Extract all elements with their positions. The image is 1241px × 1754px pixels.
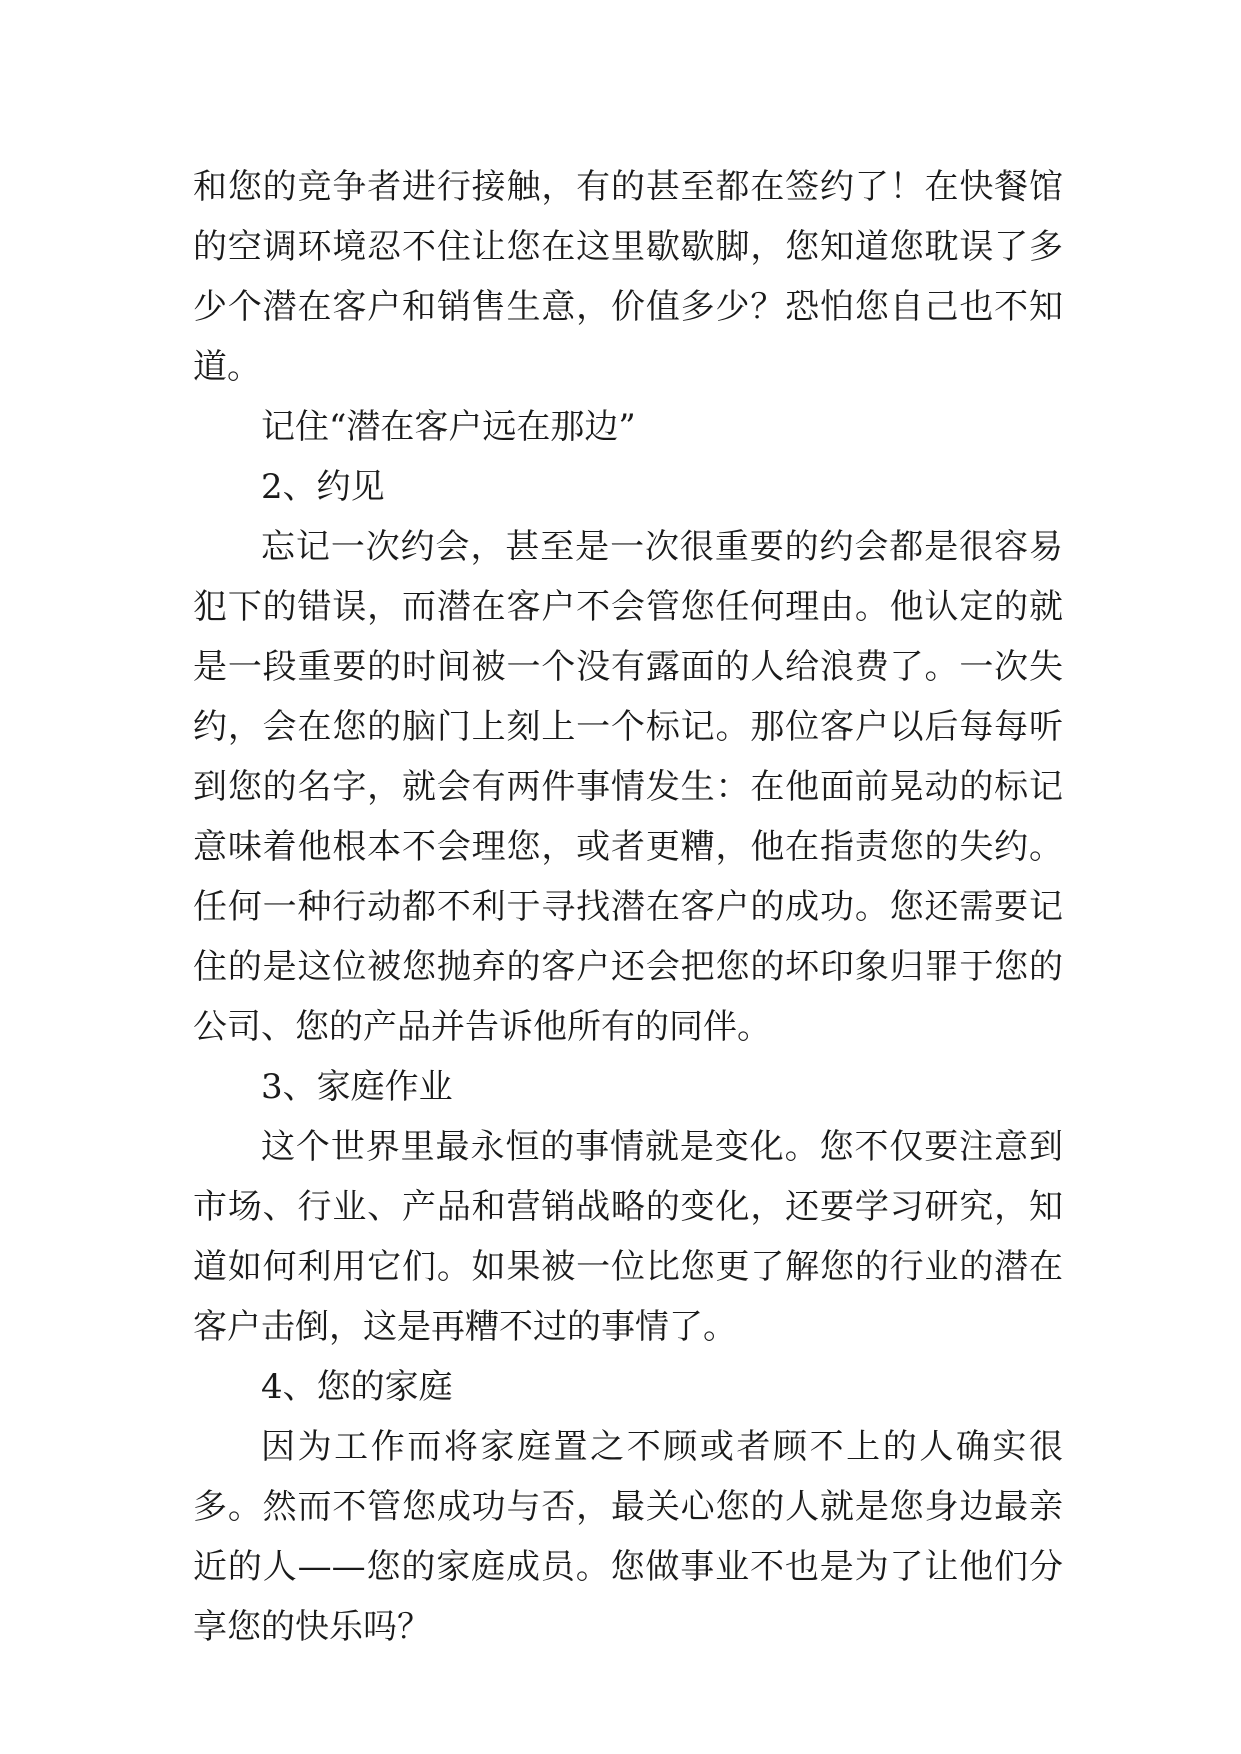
- paragraph-family: 因为工作而将家庭置之不顾或者顾不上的人确实很多。然而不管您成功与否，最关心您的人就是您身边最亲近的人——您的家庭成员。您做事业不也是为了让他们分享您的快乐吗？: [193, 1427, 1063, 1647]
- document-body: [193, 157, 1063, 1657]
- section-heading-homework: 3、家庭作业: [261, 1067, 453, 1107]
- paragraph-competitors: 和您的竞争者进行接触，有的甚至都在签约了！在快餐馆的空调环境忍不住让您在这里歇歇脚，您知道您耽误了多少个潜在客户和销售生意，价值多少？恐怕您自己也不知道。: [193, 167, 1063, 387]
- section-heading-family: 4、您的家庭: [261, 1367, 453, 1407]
- paragraph-remember-prospects: 记住“潜在客户远在那边”: [261, 407, 636, 447]
- paragraph-homework: 这个世界里最永恒的事情就是变化。您不仅要注意到市场、行业、产品和营销战略的变化，还要学习研究，知道如何利用它们。如果被一位比您更了解您的行业的潜在客户击倒，这是再糟不过的事情了。: [193, 1127, 1063, 1347]
- paragraph-appointments: 忘记一次约会，甚至是一次很重要的约会都是很容易犯下的错误，而潜在客户不会管您任何理由。他认定的就是一段重要的时间被一个没有露面的人给浪费了。一次失约，会在您的脑门上刻上一个标记。那位客户以后每每听到您的名字，就会有两件事情发生：在他面前晃动的标记意味着他根本不会理您，或者更糟，他在指责您的失约。任何一种行动都不利于寻找潜在客户的成功。您还需要记住的是这位被您抛弃的客户还会把您的坏印象归罪于您的公司、您的产品并告诉他所有的同伴。: [193, 527, 1063, 1047]
- section-heading-appointments: 2、约见: [261, 467, 385, 507]
